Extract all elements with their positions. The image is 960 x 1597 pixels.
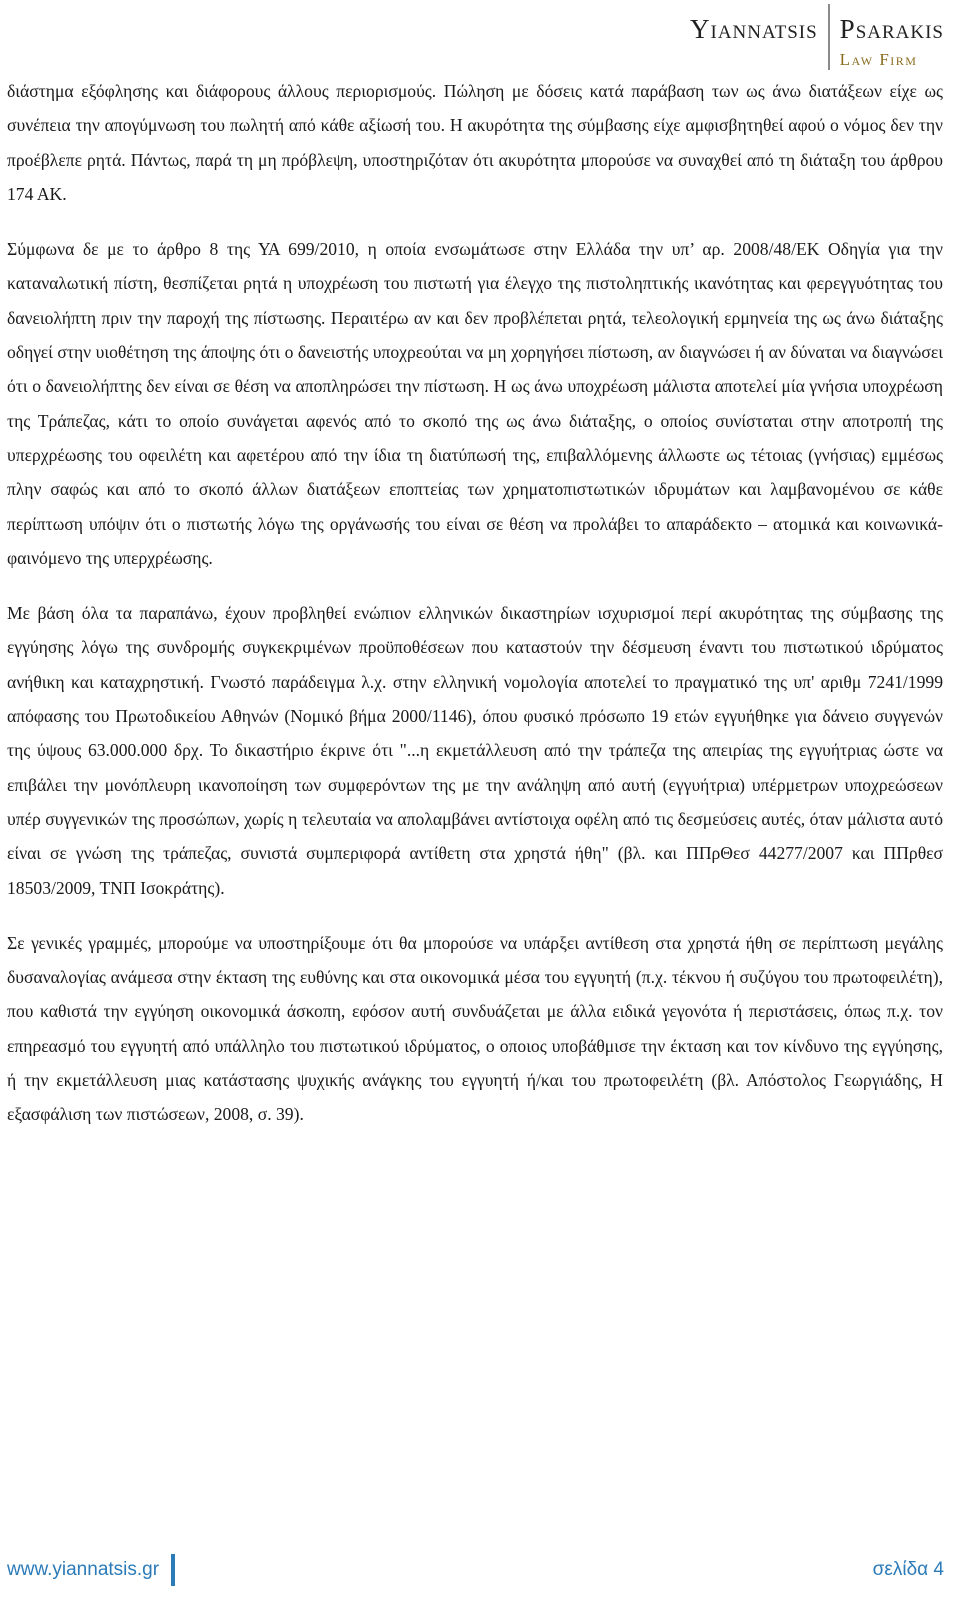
footer-left (7, 1554, 175, 1586)
website-link[interactable]: www.yiannatsis.gr (7, 1559, 160, 1580)
paragraph-3: Με βάση όλα τα παραπάνω, έχουν προβληθεί ενώπιον ελληνικών δικαστηρίων ισχυρισμοί περί ακυρότητας της σύμβασης της εγγύησης λόγω της συνδρομής συγκεκριμένων προϋποθέσεων που καταστούν την δέσμευση έναντι του πιστωτικού ιδρύματος ανήθικη και καταχρηστική. Γνωστό παράδειγμα λ.χ. στην ελληνική νομολογία αποτελεί το πραγματικό της υπ' αριθμ 7241/1999 απόφασης του Πρωτοδικείου Αθηνών (Νομικό βήμα 2000/1146), όπου φυσικό πρόσωπο 19 ετών εγγυήθηκε για δάνειο συγγενών της ύψους 63.000.000 δρχ. Το δικαστήριο έκρινε ότι "...η εκμετάλλευση από την τράπεζα της απειρίας της εγγυήτριας ώστε να επιβάλει την μονόπλευρη ικανοποίηση των συμφερόντων της με την ανάληψη από αυτή (εγγυήτρια) υπέρμετρων υποχρεώσεων υπέρ συγγενικών της προσώπων, χωρίς η τελευταία να απολαμβάνει αντίστοιχα οφέλη από τις δεσμεύσεις αυτές, όταν μάλιστα αυτό είναι σε γνώση της τράπεζας, συνιστά συμπεριφορά αντίθετη στα χρηστά ήθη" (βλ. και ΠΠρΘεσ 44277/2007 και ΠΠρθεσ 18503/2009, ΤΝΠ Ισοκράτης). (7, 603, 943, 898)
document-body (7, 74, 943, 1132)
law-firm-logo (690, 4, 944, 70)
logo-right-block (830, 4, 944, 70)
logo-name-left: Yiannatsis (690, 14, 818, 44)
paragraph-2: Σύμφωνα δε με το άρθρο 8 της ΥΑ 699/2010, η οποία ενσωμάτωσε στην Ελλάδα την υπ’ αρ. 2008/48/ΕΚ Οδηγία για την καταναλωτική πίστη, θεσπίζεται ρητά η υποχρέωση του πιστωτή για έλεγχο της πιστοληπτικής ικανότητας και φερεγγυότητας του δανειολήπτη πριν την παροχή της πίστωσης. Περαιτέρω αν και δεν προβλέπεται ρητά, τελεολογική ερμηνεία της ως άνω διάταξης οδηγεί στην υιοθέτηση της άποψης ότι ο δανειστής υποχρεούται να μη χορηγήσει πίστωση, αν διαγνώσει ή αν δύναται να διαγνώσει ότι ο δανειολήπτης δεν είναι σε θέση να αποπληρώσει την πίστωση. Η ως άνω υποχρέωση μάλιστα αποτελεί μία γνήσια υποχρέωση της Τράπεζας, κάτι το οποίο συνάγεται αφενός από το σκοπό της ως άνω διάταξης, ο οποίος συνίσταται στην αποτροπή της υπερχρέωσης του οφειλέτη και αφετέρου από την ίδια τη διατύπωσή της, επιβαλλόμενης άλλωστε ως τέτοιας (γνήσιας) εμμέσως πλην σαφώς και από το σκοπό άλλων διατάξεων εποπτείας των χρηματοπιστωτικών ιδρυμάτων και λαμβανομένου σε κάθε περίπτωση υπόψιν ότι ο πιστωτής λόγω της οργάνωσής του είναι σε θέση να προλάβει το απαράδεκτο – ατομικά και κοινωνικά- φαινόμενο της υπερχρέωσης. (7, 239, 943, 568)
paragraph-1: διάστημα εξόφλησης και διάφορους άλλους περιορισμούς. Πώληση με δόσεις κατά παράβαση των ως άνω διατάξεων είχε ως συνέπεια την απογύμνωση του πωλητή από κάθε αξίωσή του. Η ακυρότητα της σύμβασης είχε αμφισβητηθεί αφού ο νόμος δεν την προέβλεπε ρητά. Πάντως, παρά τη μη πρόβλεψη, υποστηριζόταν ότι ακυρότητα μπορούσε να συναχθεί από τη διάταξη του άρθρου 174 ΑΚ. (7, 81, 943, 204)
page-number: σελίδα 4 (872, 1559, 944, 1580)
logo-subtitle: Law Firm (839, 50, 918, 69)
logo-name-right: Psarakis (839, 14, 944, 44)
page-footer (7, 1554, 944, 1586)
paragraph-4: Σε γενικές γραμμές, μπορούμε να υποστηρίξουμε ότι θα μπορούσε να υπάρξει αντίθεση στα χρηστά ήθη σε περίπτωση μεγάλης δυσαναλογίας ανάμεσα στην έκταση της ευθύνης και στα οικονομικά μέσα του εγγυητή (π.χ. τέκνου ή συζύγου του πρωτοφειλέτη), που καθιστά την εγγύηση οικονομικά άσκοπη, εφόσον αυτή συνδυάζεται με άλλα ειδικά γεγονότα ή περιστάσεις, όπως π.χ. τον επηρεασμό του εγγυητή από υπάλληλο του πιστωτικού ιδρύματος, ο οποιος υποβάθμισε την έκταση και τον κίνδυνο της εγγύησης, ή την εκμετάλλευση μιας κατάστασης ψυχικής ανάγκης του εγγυητή ή/και του πρωτοφειλέτη (βλ. Απόστολος Γεωργιάδης, Η εξασφάλιση των πιστώσεων, 2008, σ. 39). (7, 932, 943, 1125)
footer-divider (171, 1554, 175, 1586)
